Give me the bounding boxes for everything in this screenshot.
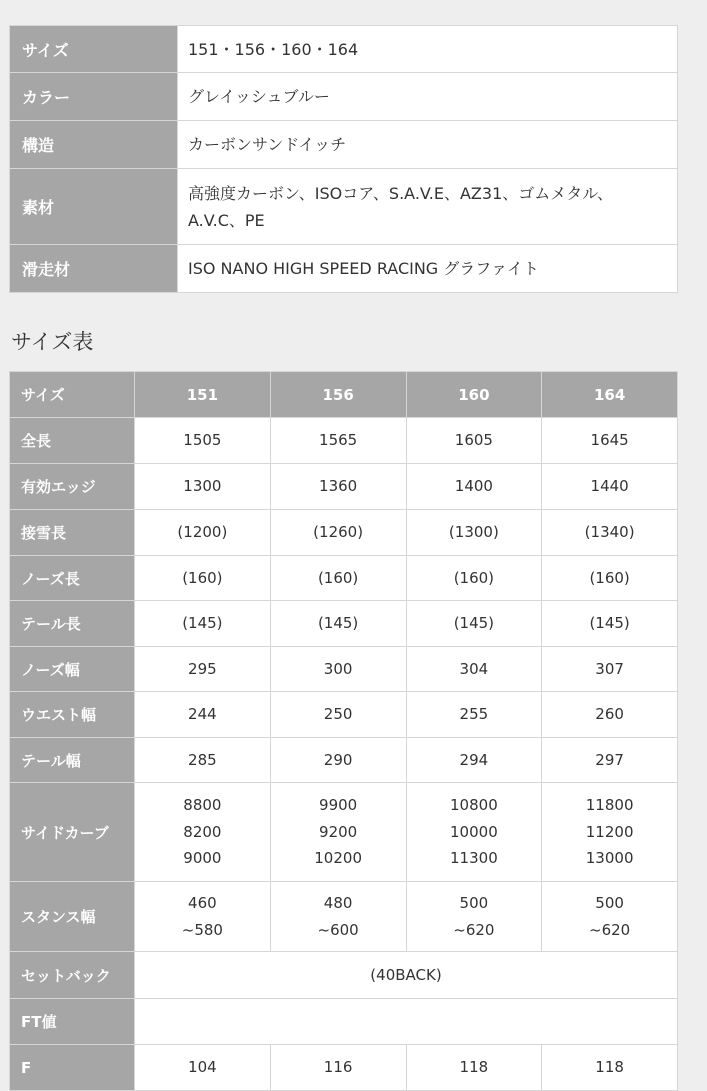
size-cell: 297 (542, 738, 678, 783)
size-cell: 304 (406, 647, 542, 692)
size-cell: 1300 (135, 464, 271, 510)
spec-row-color (10, 73, 678, 121)
size-cell: 104 (135, 1045, 271, 1091)
size-cell: (160) (542, 556, 678, 601)
size-cell: (145) (135, 601, 271, 647)
size-cell: (160) (135, 556, 271, 601)
size-cell: 8800 8200 9000 (135, 783, 271, 882)
size-cell: 260 (542, 692, 678, 738)
size-cell: 116 (270, 1045, 406, 1091)
size-cell: (160) (406, 556, 542, 601)
size-header-row (10, 372, 678, 418)
size-cell: (1340) (542, 510, 678, 556)
size-row-label: ノーズ長 (10, 556, 135, 601)
size-row (10, 510, 678, 556)
size-row-label: テール幅 (10, 738, 135, 783)
size-row-label: ウエスト幅 (10, 692, 135, 738)
spec-label: カラー (10, 73, 178, 121)
size-row-label: スタンス幅 (10, 882, 135, 952)
size-row (10, 418, 678, 464)
size-cell: 1605 (406, 418, 542, 464)
size-cell: 290 (270, 738, 406, 783)
size-row (10, 952, 678, 999)
spec-label: サイズ (10, 26, 178, 73)
size-row-label: 接雪長 (10, 510, 135, 556)
size-row-label: F (10, 1045, 135, 1091)
size-row-label: 全長 (10, 418, 135, 464)
size-row-label: テール長 (10, 601, 135, 647)
size-cell: 250 (270, 692, 406, 738)
spec-row-base (10, 245, 678, 293)
size-cell: 295 (135, 647, 271, 692)
size-row-label: 有効エッジ (10, 464, 135, 510)
size-column-header: 151 (135, 372, 271, 418)
size-cell: 294 (406, 738, 542, 783)
size-cell: (1300) (406, 510, 542, 556)
size-cell: 11800 11200 13000 (542, 783, 678, 882)
size-table (9, 371, 678, 1091)
size-row (10, 647, 678, 692)
spec-value: カーボンサンドイッチ (178, 121, 678, 169)
size-cell: (145) (406, 601, 542, 647)
size-row (10, 783, 678, 882)
size-cell: (160) (270, 556, 406, 601)
size-cell: 460 ~580 (135, 882, 271, 952)
size-cell: 10800 10000 11300 (406, 783, 542, 882)
spec-label: 滑走材 (10, 245, 178, 293)
size-cell: 9900 9200 10200 (270, 783, 406, 882)
spec-row-structure (10, 121, 678, 169)
size-cell: 1360 (270, 464, 406, 510)
size-row-label: FT値 (10, 999, 135, 1045)
size-column-header: 164 (542, 372, 678, 418)
size-cell: 285 (135, 738, 271, 783)
spec-value: ISO NANO HIGH SPEED RACING グラファイト (178, 245, 678, 293)
spec-value: 高強度カーボン、ISOコア、S.A.V.E、AZ31、ゴムメタル、A.V.C、PE (178, 169, 678, 245)
size-cell-merged: (40BACK) (135, 952, 678, 999)
spec-label: 構造 (10, 121, 178, 169)
spec-row-material (10, 169, 678, 245)
spec-label: 素材 (10, 169, 178, 245)
size-cell: 244 (135, 692, 271, 738)
size-cell-merged (135, 999, 678, 1045)
size-row (10, 464, 678, 510)
size-cell: 118 (542, 1045, 678, 1091)
size-cell: (145) (270, 601, 406, 647)
size-cell: 1400 (406, 464, 542, 510)
size-row (10, 556, 678, 601)
size-row-label: サイドカーブ (10, 783, 135, 882)
spec-value: 151・156・160・164 (178, 26, 678, 73)
size-table-title: サイズ表 (11, 330, 94, 354)
size-row (10, 999, 678, 1045)
size-cell: 1505 (135, 418, 271, 464)
size-row (10, 1045, 678, 1091)
size-cell: 300 (270, 647, 406, 692)
size-cell: 255 (406, 692, 542, 738)
size-cell: (1260) (270, 510, 406, 556)
size-cell: 307 (542, 647, 678, 692)
spec-row-size (10, 26, 678, 73)
size-row (10, 738, 678, 783)
size-column-header: 156 (270, 372, 406, 418)
size-cell: 500 ~620 (406, 882, 542, 952)
size-row-label: セットバック (10, 952, 135, 999)
size-cell: (145) (542, 601, 678, 647)
size-cell: 480 ~600 (270, 882, 406, 952)
size-header-label: サイズ (10, 372, 135, 418)
size-row (10, 601, 678, 647)
size-cell: 500 ~620 (542, 882, 678, 952)
size-cell: 1440 (542, 464, 678, 510)
size-cell: (1200) (135, 510, 271, 556)
size-cell: 1645 (542, 418, 678, 464)
size-cell: 1565 (270, 418, 406, 464)
size-row (10, 692, 678, 738)
size-row-label: ノーズ幅 (10, 647, 135, 692)
spec-value: グレイッシュブルー (178, 73, 678, 121)
size-cell: 118 (406, 1045, 542, 1091)
spec-table (9, 25, 678, 293)
size-column-header: 160 (406, 372, 542, 418)
size-row (10, 882, 678, 952)
